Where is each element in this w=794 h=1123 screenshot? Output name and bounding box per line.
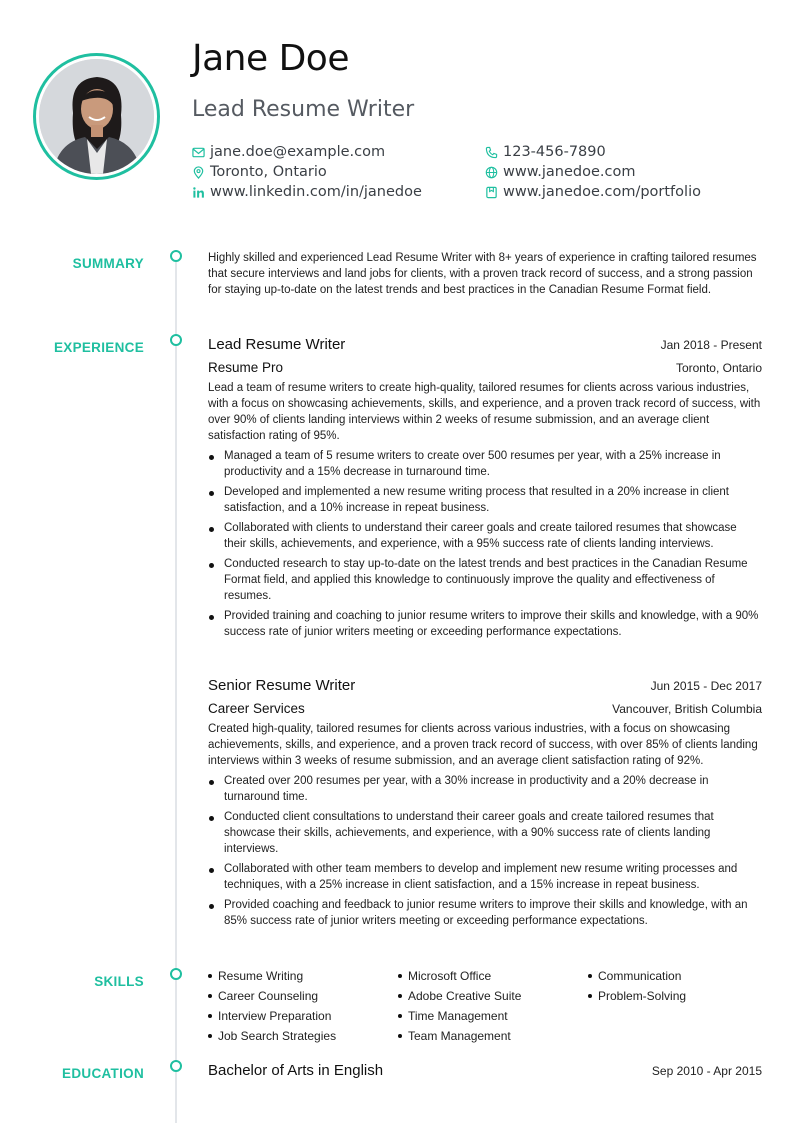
contact-location <box>192 162 327 182</box>
portfolio-icon <box>485 186 498 199</box>
skill-item <box>208 1008 398 1024</box>
job-bullet-text: Provided training and coaching to junior resume writers to improve their skills and knowledge, with a 90% success rate of junior writers meeting or exceeding performance expectations. <box>224 610 759 638</box>
job-bullet <box>208 897 762 929</box>
job-bullet <box>208 773 762 805</box>
skill-text: Adobe Creative Suite <box>408 989 522 1003</box>
contact-website[interactable] <box>485 162 635 182</box>
contact-phone-text: 123-456-7890 <box>503 144 606 160</box>
bullet-dot-icon <box>398 1014 402 1018</box>
bullet-dot-icon <box>209 455 214 460</box>
timeline-dot-education <box>170 1060 182 1072</box>
job-location: Toronto, Ontario <box>675 361 762 375</box>
bullet-dot-icon <box>208 1034 212 1038</box>
email-icon <box>192 146 205 159</box>
skill-text: Team Management <box>408 1029 511 1043</box>
bullet-dot-icon <box>208 994 212 998</box>
education-degree: Bachelor of Arts in English <box>208 1062 384 1079</box>
bullet-dot-icon <box>588 994 592 998</box>
bullet-dot-icon <box>588 974 592 978</box>
profile-photo-frame <box>33 53 160 180</box>
globe-icon <box>485 166 498 179</box>
job-description: Created high-quality, tailored resumes for clients across various industries, with a focus on showcasing achievements, skills, and experience, and a proven track record of success, with over 85% of clients landing interviews within 3 weeks of resume submission, and an average client satisfaction rating of 92%. <box>208 723 758 767</box>
job-bullet-text: Collaborated with other team members to develop and implement new resume writing processes and techniques, with a 25% increase in client satisfaction, and a 15% increase in repeat business. <box>224 863 738 891</box>
summary-section <box>208 250 762 298</box>
timeline-dot-skills <box>170 968 182 980</box>
job-bullet-list <box>208 773 762 929</box>
section-label-education: EDUCATION <box>62 1066 144 1081</box>
job-bullet-text: Managed a team of 5 resume writers to create over 500 resumes per year, with a 25% increase in productivity and a 15% decrease in turnaround time. <box>224 450 721 478</box>
bullet-dot-icon <box>208 1014 212 1018</box>
skill-item <box>398 1028 588 1044</box>
job-bullet <box>208 861 762 893</box>
section-label-summary: SUMMARY <box>72 256 144 271</box>
bullet-dot-icon <box>209 527 214 532</box>
bullet-dot-icon <box>208 974 212 978</box>
contact-location-text: Toronto, Ontario <box>210 164 327 180</box>
contact-portfolio-text: www.janedoe.com/portfolio <box>503 184 701 200</box>
skill-text: Problem-Solving <box>598 989 687 1003</box>
linkedin-icon <box>192 186 205 199</box>
bullet-dot-icon <box>209 491 214 496</box>
contact-linkedin-text: www.linkedin.com/in/janedoe <box>210 184 422 200</box>
contact-website-text: www.janedoe.com <box>503 164 636 180</box>
bullet-dot-icon <box>209 904 214 909</box>
job-bullet <box>208 448 762 480</box>
section-label-experience: EXPERIENCE <box>53 340 144 355</box>
summary-text: Highly skilled and experienced Lead Resume Writer with 8+ years of experience in crafting tailored resumes that secure interviews and land jobs for clients, with a proven track record of success, and a strong passion for staying up-to-date on the latest trends and best practices in the Canadian Resume Format field. <box>208 252 757 296</box>
skill-item <box>398 1008 588 1024</box>
bullet-dot-icon <box>209 563 214 568</box>
job-bullet <box>208 608 762 640</box>
timeline-line <box>175 262 177 1123</box>
education-section <box>208 1061 762 1081</box>
skill-text: Job Search Strategies <box>218 1029 337 1043</box>
job-bullet <box>208 556 762 604</box>
skill-text: Communication <box>598 969 682 983</box>
skill-item <box>588 968 762 984</box>
skill-text: Resume Writing <box>218 969 304 983</box>
skills-grid <box>208 968 762 1044</box>
job-bullet-text: Provided coaching and feedback to junior resume writers to improve their skills and knowledge, with an 85% success rate of junior writers meeting or exceeding performance expectations. <box>224 899 748 927</box>
bullet-dot-icon <box>209 780 214 785</box>
timeline-dot-summary <box>170 250 182 262</box>
skill-text: Interview Preparation <box>218 1009 332 1023</box>
experience-entry <box>208 335 762 644</box>
skill-item <box>208 988 398 1004</box>
job-bullet-text: Created over 200 resumes per year, with a 30% increase in productivity and a 20% decrease in turnaround time. <box>224 775 709 803</box>
bullet-dot-icon <box>209 816 214 821</box>
bullet-dot-icon <box>209 868 214 873</box>
skill-text: Microsoft Office <box>408 969 492 983</box>
location-pin-icon <box>192 166 205 179</box>
job-location: Vancouver, British Columbia <box>612 702 762 716</box>
skill-item <box>208 1028 398 1044</box>
job-bullet <box>208 809 762 857</box>
person-photo-icon <box>39 59 154 174</box>
job-bullet <box>208 520 762 552</box>
job-company: Career Services <box>208 701 305 716</box>
skill-text: Career Counseling <box>218 989 319 1003</box>
candidate-name: Jane Doe <box>192 38 349 79</box>
contact-email-text: jane.doe@example.com <box>210 144 386 160</box>
skill-item <box>398 988 588 1004</box>
timeline-dot-experience <box>170 334 182 346</box>
profile-photo <box>39 59 154 174</box>
skills-section <box>208 968 762 1044</box>
experience-entry <box>208 676 762 933</box>
skill-text: Time Management <box>408 1009 508 1023</box>
job-company: Resume Pro <box>208 360 284 375</box>
phone-icon <box>485 146 498 159</box>
job-bullet-text: Collaborated with clients to understand their career goals and create tailored resumes that showcase their skills, achievements, and experience, with a 95% success rate of clients landing interviews. <box>224 522 737 550</box>
skill-item <box>588 988 762 1004</box>
bullet-dot-icon <box>398 994 402 998</box>
job-bullet-text: Conducted research to stay up-to-date on the latest trends and best practices in the Canadian Resume Format field, and applied this knowledge to continuously improve the quality and effectiveness of resumes. <box>224 558 748 602</box>
job-role: Lead Resume Writer <box>208 336 346 353</box>
contact-phone[interactable] <box>485 142 606 162</box>
bullet-dot-icon <box>398 974 402 978</box>
bullet-dot-icon <box>398 1034 402 1038</box>
job-bullet-text: Developed and implemented a new resume writing process that resulted in a 20% increase in client satisfaction, and a 10% increase in repeat business. <box>224 486 729 514</box>
contact-portfolio[interactable] <box>485 182 701 202</box>
section-label-skills: SKILLS <box>94 974 144 989</box>
job-description: Lead a team of resume writers to create high-quality, tailored resumes for clients across various industries, with a focus on showcasing achievements, skills, and experience, and a proven track record of success, with over 90% of clients landing interviews within 2 weeks of resume submission, and an average client satisfaction rating of 95%. <box>208 382 761 442</box>
job-bullet <box>208 484 762 516</box>
contact-linkedin[interactable] <box>192 182 422 202</box>
job-bullet-text: Conducted client consultations to understand their career goals and create tailored resumes that showcase their skills, achievements, and experience, with a 90% success rate of clients landing interviews. <box>224 811 714 855</box>
job-dates: Jan 2018 - Present <box>660 338 762 352</box>
contact-email[interactable] <box>192 142 385 162</box>
skill-item <box>208 968 398 984</box>
candidate-title: Lead Resume Writer <box>192 97 415 122</box>
bullet-dot-icon <box>209 615 214 620</box>
job-role: Senior Resume Writer <box>208 677 356 694</box>
job-dates: Jun 2015 - Dec 2017 <box>650 679 762 693</box>
education-dates: Sep 2010 - Apr 2015 <box>651 1064 762 1078</box>
skill-item <box>398 968 588 984</box>
job-bullet-list <box>208 448 762 640</box>
